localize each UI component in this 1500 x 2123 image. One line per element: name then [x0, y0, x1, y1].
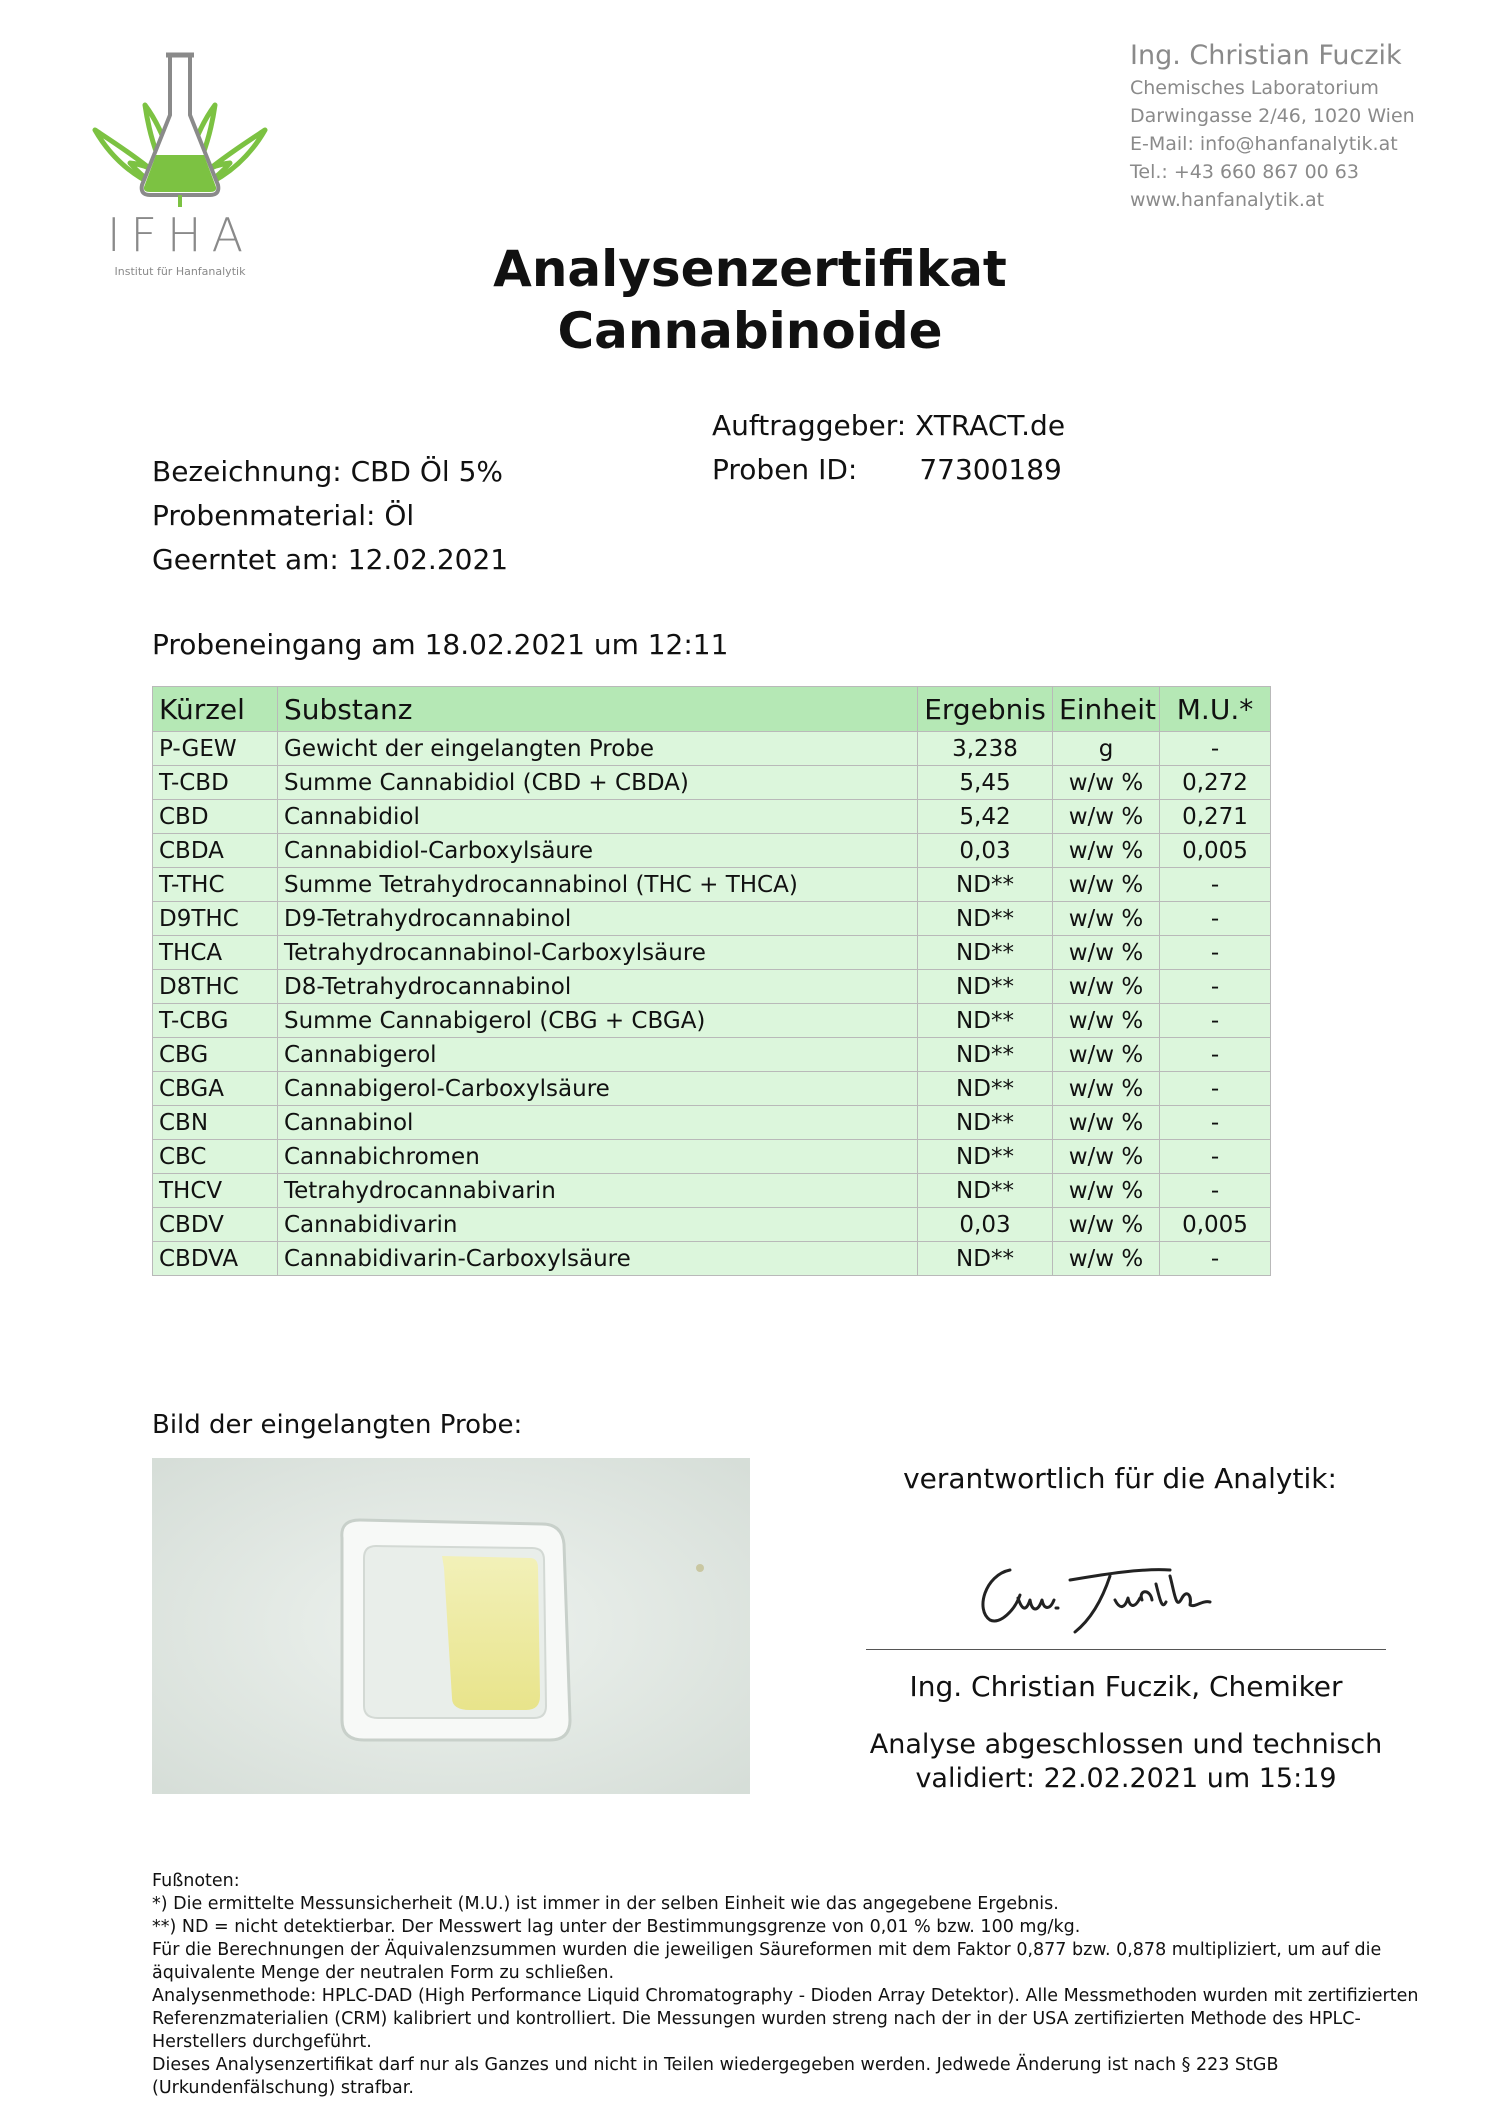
table-row: [153, 970, 1271, 1004]
cell-mu: -: [1160, 1038, 1271, 1072]
cell-kuerzel: THCV: [153, 1174, 278, 1208]
cell-ergebnis: ND**: [918, 1072, 1053, 1106]
cell-kuerzel: CBD: [153, 800, 278, 834]
lab-department: Chemisches Laboratorium: [1130, 77, 1379, 99]
probenmaterial: Probenmaterial: Öl: [152, 499, 415, 532]
signatory-name: Ing. Christian Fuczik, Chemiker: [909, 1670, 1343, 1703]
cell-mu: 0,272: [1160, 766, 1271, 800]
header-einheit: Einheit: [1053, 687, 1160, 732]
table-row: [153, 800, 1271, 834]
cell-substanz: Tetrahydrocannabivarin: [278, 1174, 918, 1208]
cell-ergebnis: ND**: [918, 1140, 1053, 1174]
cell-einheit: w/w %: [1053, 834, 1160, 868]
cell-substanz: Cannabichromen: [278, 1140, 918, 1174]
cell-ergebnis: ND**: [918, 970, 1053, 1004]
cell-substanz: Cannabidiol-Carboxylsäure: [278, 834, 918, 868]
cell-ergebnis: ND**: [918, 1242, 1053, 1276]
validation-line-2: validiert: 22.02.2021 um 15:19: [915, 1763, 1337, 1794]
cell-mu: -: [1160, 1072, 1271, 1106]
cell-mu: 0,005: [1160, 1208, 1271, 1242]
cell-ergebnis: 0,03: [918, 1208, 1053, 1242]
proben-id-value: 77300189: [919, 453, 1062, 486]
proben-id-label: Proben ID:: [712, 453, 858, 486]
validation-statement: [866, 1728, 1386, 1796]
lab-phone: Tel.: +43 660 867 00 63: [1130, 161, 1359, 183]
proben-id-row: [712, 448, 1065, 492]
cell-mu: 0,005: [1160, 834, 1271, 868]
cell-mu: -: [1160, 1004, 1271, 1038]
cell-kuerzel: T-CBG: [153, 1004, 278, 1038]
cell-substanz: Summe Cannabigerol (CBG + CBGA): [278, 1004, 918, 1038]
cell-einheit: w/w %: [1053, 1140, 1160, 1174]
cell-substanz: Gewicht der eingelangten Probe: [278, 732, 918, 766]
header-kuerzel: Kürzel: [153, 687, 278, 732]
cell-substanz: Cannabidivarin-Carboxylsäure: [278, 1242, 918, 1276]
cell-ergebnis: 5,42: [918, 800, 1053, 834]
header-substanz: Substanz: [278, 687, 918, 732]
geerntet: Geerntet am: 12.02.2021: [152, 543, 509, 576]
table-row: [153, 1106, 1271, 1140]
table-row: [153, 1242, 1271, 1276]
lab-name: Ing. Christian Fuczik: [1130, 40, 1402, 71]
cell-ergebnis: 0,03: [918, 834, 1053, 868]
cell-ergebnis: ND**: [918, 1038, 1053, 1072]
logo-subtitle: Institut für Hanfanalytik: [114, 265, 246, 278]
table-row: [153, 868, 1271, 902]
cell-einheit: w/w %: [1053, 766, 1160, 800]
cell-kuerzel: CBGA: [153, 1072, 278, 1106]
cell-kuerzel: CBC: [153, 1140, 278, 1174]
table-row: [153, 766, 1271, 800]
cell-mu: -: [1160, 1174, 1271, 1208]
cell-kuerzel: T-THC: [153, 868, 278, 902]
cell-mu: -: [1160, 732, 1271, 766]
cell-kuerzel: P-GEW: [153, 732, 278, 766]
table-body: [153, 732, 1271, 1276]
cell-ergebnis: ND**: [918, 902, 1053, 936]
cell-kuerzel: CBN: [153, 1106, 278, 1140]
cell-mu: -: [1160, 868, 1271, 902]
footnote-heading: Fußnoten:: [152, 1871, 240, 1891]
logo-text: IFHA: [106, 208, 254, 262]
sample-photo: [152, 1458, 750, 1794]
cell-einheit: w/w %: [1053, 800, 1160, 834]
signature-line: [866, 1649, 1386, 1650]
cell-ergebnis: 5,45: [918, 766, 1053, 800]
table-row: [153, 1004, 1271, 1038]
cell-ergebnis: ND**: [918, 1174, 1053, 1208]
probeneingang: Probeneingang am 18.02.2021 um 12:11: [152, 628, 729, 661]
title-line-2: Cannabinoide: [557, 302, 943, 360]
cell-ergebnis: ND**: [918, 1004, 1053, 1038]
validation-line-1: Analyse abgeschlossen und technisch: [869, 1729, 1383, 1760]
table-row: [153, 1174, 1271, 1208]
cell-mu: -: [1160, 1242, 1271, 1276]
cell-mu: -: [1160, 902, 1271, 936]
cell-kuerzel: CBDV: [153, 1208, 278, 1242]
table-row: [153, 834, 1271, 868]
cell-einheit: w/w %: [1053, 868, 1160, 902]
cell-mu: 0,271: [1160, 800, 1271, 834]
cell-kuerzel: D8THC: [153, 970, 278, 1004]
footnote-calculation: Für die Berechnungen der Äquivalenzsummen wurden die jeweiligen Säureformen mit dem Faktor 0,877 bzw. 0,878 multipliziert, um auf die äquivalente Menge der neutralen Form zu schließen.: [152, 1940, 1382, 1983]
footnotes: [152, 1870, 1422, 2100]
footnote-method: Analysenmethode: HPLC-DAD (High Performance Liquid Chromatography - Dioden Array Detektor). Alle Messmethoden wurden mit zertifizierten Referenzmaterialien (CRM) kalibriert und kontrolliert. Die Messungen wurden streng nach der in der USA zertifizierten Methode des HPLC-Herstellers durchgeführt.: [152, 1986, 1419, 2052]
cell-einheit: w/w %: [1053, 1072, 1160, 1106]
table-header-row: [153, 687, 1271, 732]
cell-mu: -: [1160, 1106, 1271, 1140]
lab-address: Darwingasse 2/46, 1020 Wien: [1130, 105, 1415, 127]
lab-address-block: [1130, 38, 1415, 214]
auftraggeber: Auftraggeber: XTRACT.de: [712, 409, 1066, 442]
header-ergebnis: Ergebnis: [918, 687, 1053, 732]
cell-kuerzel: CBG: [153, 1038, 278, 1072]
table-row: [153, 732, 1271, 766]
cell-substanz: Summe Cannabidiol (CBD + CBDA): [278, 766, 918, 800]
cell-substanz: Cannabidivarin: [278, 1208, 918, 1242]
table-row: [153, 1072, 1271, 1106]
cell-einheit: w/w %: [1053, 1174, 1160, 1208]
bezeichnung: Bezeichnung: CBD Öl 5%: [152, 455, 503, 488]
cell-einheit: w/w %: [1053, 970, 1160, 1004]
title-line-1: Analysenzertifikat: [493, 240, 1007, 298]
cell-substanz: Cannabigerol: [278, 1038, 918, 1072]
cell-einheit: w/w %: [1053, 1106, 1160, 1140]
cell-mu: -: [1160, 970, 1271, 1004]
footnote-copyright: Dieses Analysenzertifikat darf nur als Ganzes und nicht in Teilen wiedergegeben werden. Jedwede Änderung ist nach § 223 StGB (Urkundenfälschung) strafbar.: [152, 2055, 1279, 2098]
cell-kuerzel: T-CBD: [153, 766, 278, 800]
table-row: [153, 902, 1271, 936]
cell-einheit: w/w %: [1053, 1208, 1160, 1242]
cell-einheit: w/w %: [1053, 936, 1160, 970]
cell-kuerzel: CBDVA: [153, 1242, 278, 1276]
cell-kuerzel: D9THC: [153, 902, 278, 936]
document-title: [0, 238, 1500, 362]
sample-image-label: Bild der eingelangten Probe:: [152, 1410, 523, 1440]
cell-mu: -: [1160, 1140, 1271, 1174]
cell-ergebnis: ND**: [918, 1106, 1053, 1140]
footnote-nd: **) ND = nicht detektierbar. Der Messwert lag unter der Bestimmungsgrenze von 0,01 % bzw. 100 mg/kg.: [152, 1917, 1081, 1937]
cell-mu: -: [1160, 936, 1271, 970]
cell-einheit: w/w %: [1053, 1038, 1160, 1072]
handwritten-signature: [970, 1550, 1260, 1640]
cell-substanz: Cannabigerol-Carboxylsäure: [278, 1072, 918, 1106]
cell-einheit: g: [1053, 732, 1160, 766]
cell-kuerzel: THCA: [153, 936, 278, 970]
cell-substanz: D8-Tetrahydrocannabinol: [278, 970, 918, 1004]
cell-substanz: Summe Tetrahydrocannabinol (THC + THCA): [278, 868, 918, 902]
results-table: [152, 686, 1271, 1276]
cell-ergebnis: 3,238: [918, 732, 1053, 766]
sample-info: [152, 450, 508, 582]
cell-einheit: w/w %: [1053, 902, 1160, 936]
signature-label: verantwortlich für die Analytik:: [903, 1462, 1337, 1495]
cell-ergebnis: ND**: [918, 868, 1053, 902]
cell-substanz: Cannabidiol: [278, 800, 918, 834]
header-mu: M.U.*: [1160, 687, 1271, 732]
cell-substanz: Tetrahydrocannabinol-Carboxylsäure: [278, 936, 918, 970]
cell-kuerzel: CBDA: [153, 834, 278, 868]
cell-ergebnis: ND**: [918, 936, 1053, 970]
lab-email: E-Mail: info@hanfanalytik.at: [1130, 133, 1398, 155]
footnote-mu: *) Die ermittelte Messunsicherheit (M.U.) ist immer in der selben Einheit wie das angegebene Ergebnis.: [152, 1894, 1059, 1914]
table-row: [153, 936, 1271, 970]
cell-substanz: Cannabinol: [278, 1106, 918, 1140]
cell-einheit: w/w %: [1053, 1004, 1160, 1038]
table-row: [153, 1208, 1271, 1242]
lab-website: www.hanfanalytik.at: [1130, 189, 1325, 211]
cell-einheit: w/w %: [1053, 1242, 1160, 1276]
table-row: [153, 1140, 1271, 1174]
cell-substanz: D9-Tetrahydrocannabinol: [278, 902, 918, 936]
table-row: [153, 1038, 1271, 1072]
client-info: [712, 404, 1065, 492]
